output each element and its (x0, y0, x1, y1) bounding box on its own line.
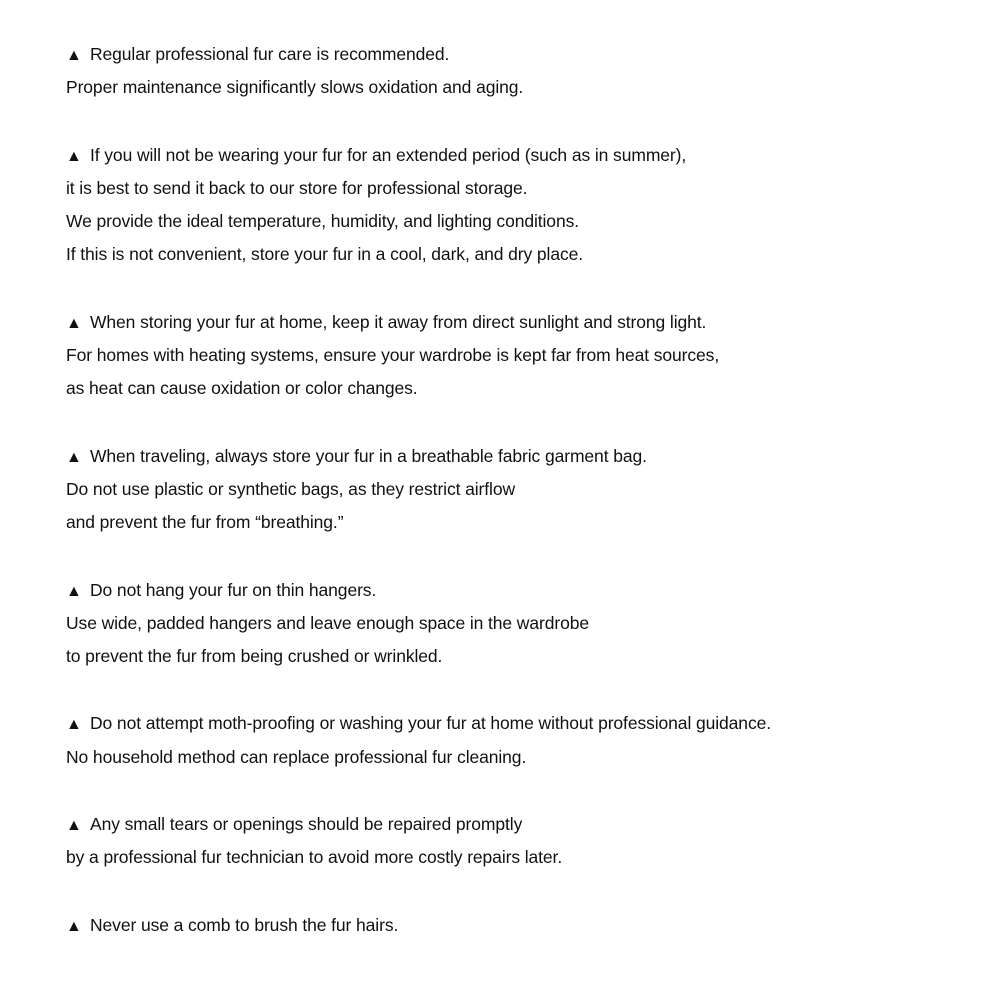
triangle-bullet-icon: ▲ (66, 314, 82, 332)
care-tip (66, 440, 966, 540)
triangle-bullet-icon: ▲ (66, 582, 82, 600)
tip-text: Use wide, padded hangers and leave enough space in the wardrobe (66, 612, 589, 633)
triangle-bullet-icon: ▲ (66, 917, 82, 935)
tip-text: If this is not convenient, store your fur in a cool, dark, and dry place. (66, 244, 583, 265)
tip-heading-line (66, 909, 966, 942)
tip-text: When storing your fur at home, keep it away from direct sunlight and strong light. (90, 311, 707, 332)
tip-heading-line (66, 139, 966, 172)
care-tip (66, 38, 966, 105)
tip-text: Any small tears or openings should be repaired promptly (90, 814, 523, 835)
tip-heading-line (66, 306, 966, 339)
tip-text: it is best to send it back to our store for professional storage. (66, 177, 528, 198)
tip-text: Proper maintenance significantly slows oxidation and aging. (66, 77, 524, 98)
tip-text: If you will not be wearing your fur for an extended period (such as in summer), (90, 144, 687, 165)
care-tip (66, 574, 966, 674)
care-tip (66, 909, 966, 942)
care-tip (66, 707, 966, 774)
triangle-bullet-icon: ▲ (66, 716, 82, 734)
tip-heading-line (66, 574, 966, 607)
tip-text: Do not use plastic or synthetic bags, as they restrict airflow (66, 478, 515, 499)
triangle-bullet-icon: ▲ (66, 47, 82, 64)
care-tip (66, 306, 966, 406)
tip-text: Never use a comb to brush the fur hairs. (90, 914, 399, 935)
tip-heading-line (66, 707, 966, 740)
tip-text: and prevent the fur from “breathing.” (66, 512, 344, 533)
tip-heading-line (66, 808, 966, 841)
care-tip (66, 808, 966, 875)
triangle-bullet-icon: ▲ (66, 147, 82, 165)
tip-text: to prevent the fur from being crushed or wrinkled. (66, 646, 443, 667)
tip-text: No household method can replace professional fur cleaning. (66, 746, 527, 767)
tip-text: Do not hang your fur on thin hangers. (90, 579, 377, 600)
tip-heading-line (66, 38, 966, 71)
tip-text: Do not attempt moth-proofing or washing your fur at home without professional guidance. (90, 713, 771, 734)
tip-text: For homes with heating systems, ensure your wardrobe is kept far from heat sources, (66, 345, 720, 366)
tip-text: as heat can cause oxidation or color changes. (66, 378, 418, 399)
care-tip (66, 139, 966, 272)
triangle-bullet-icon: ▲ (66, 817, 82, 835)
tip-text: When traveling, always store your fur in a breathable fabric garment bag. (90, 445, 647, 466)
tip-heading-line (66, 440, 966, 473)
fur-care-instructions (66, 38, 966, 976)
tip-text: Regular professional fur care is recommended. (90, 44, 450, 64)
triangle-bullet-icon: ▲ (66, 448, 82, 466)
tip-text: by a professional fur technician to avoid more costly repairs later. (66, 847, 563, 868)
tip-text: We provide the ideal temperature, humidity, and lighting conditions. (66, 211, 579, 232)
